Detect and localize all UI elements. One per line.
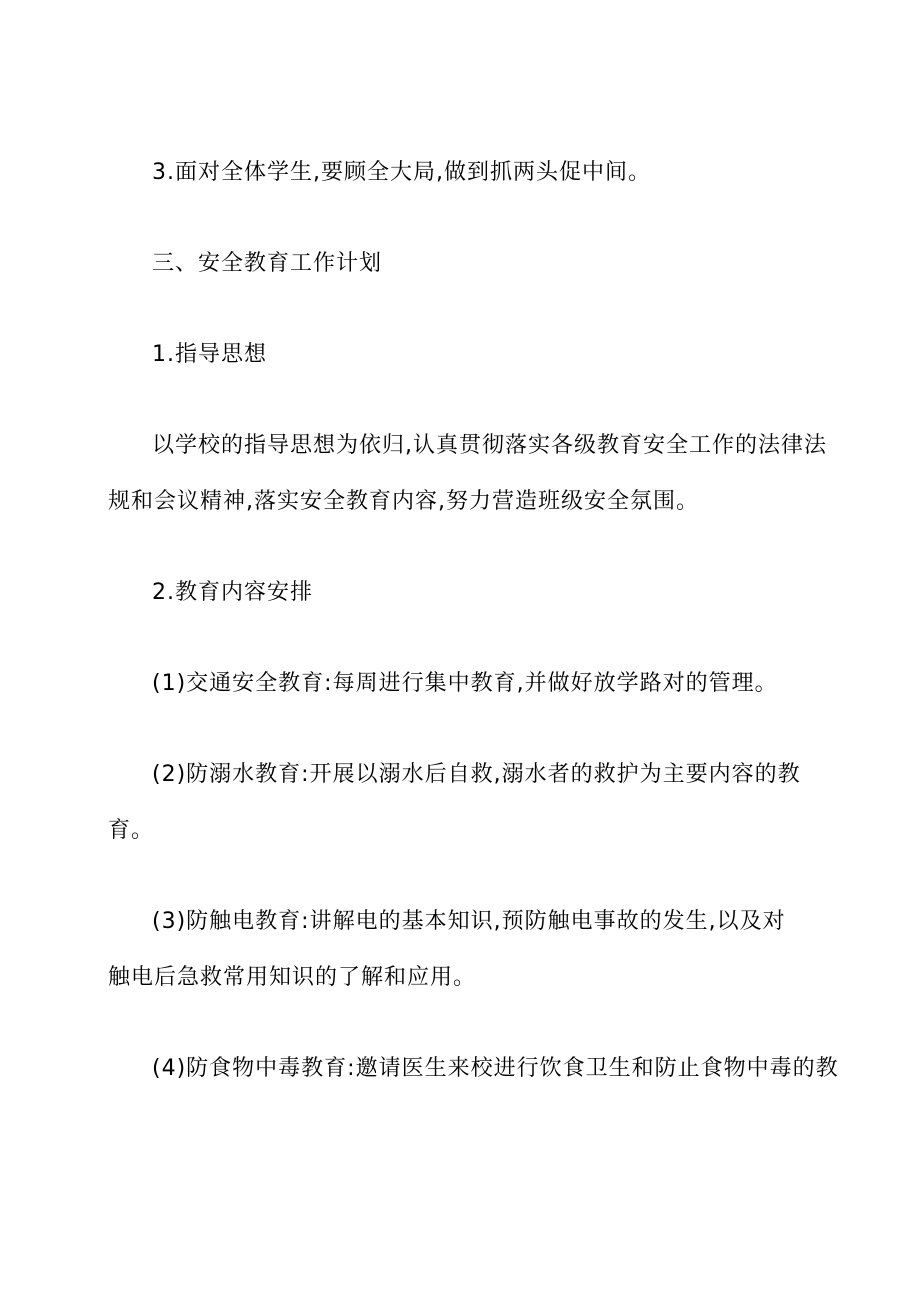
list-item-traffic-safety: (1)交通安全教育:每周进行集中教育,并做好放学路对的管理。 <box>152 671 778 696</box>
list-item-3: 3.面对全体学生,要顾全大局,做到抓两头促中间。 <box>152 160 651 185</box>
paragraph-line: 触电后急救常用知识的了解和应用。 <box>108 965 477 990</box>
list-item-electric-shock: (3)防触电教育:讲解电的基本知识,预防触电事故的发生,以及对 <box>152 909 786 934</box>
paragraph-line: 育。 <box>108 818 155 843</box>
paragraph-line: 以学校的指导思想为依归,认真贯彻落实各级教育安全工作的法律法 <box>152 433 827 458</box>
paragraph-line: 规和会议精神,落实安全教育内容,努力营造班级安全氛围。 <box>108 489 699 514</box>
list-item-food-poisoning: (4)防食物中毒教育:邀请医生来校进行饮食卫生和防止食物中毒的教 <box>152 1056 839 1081</box>
section-heading: 三、安全教育工作计划 <box>152 251 383 276</box>
list-item-drowning-prevention: (2)防溺水教育:开展以溺水后自救,溺水者的救护为主要内容的教 <box>152 762 801 787</box>
subheading-guiding-principle: 1.指导思想 <box>152 342 267 367</box>
subheading-content-arrangement: 2.教育内容安排 <box>152 580 313 605</box>
